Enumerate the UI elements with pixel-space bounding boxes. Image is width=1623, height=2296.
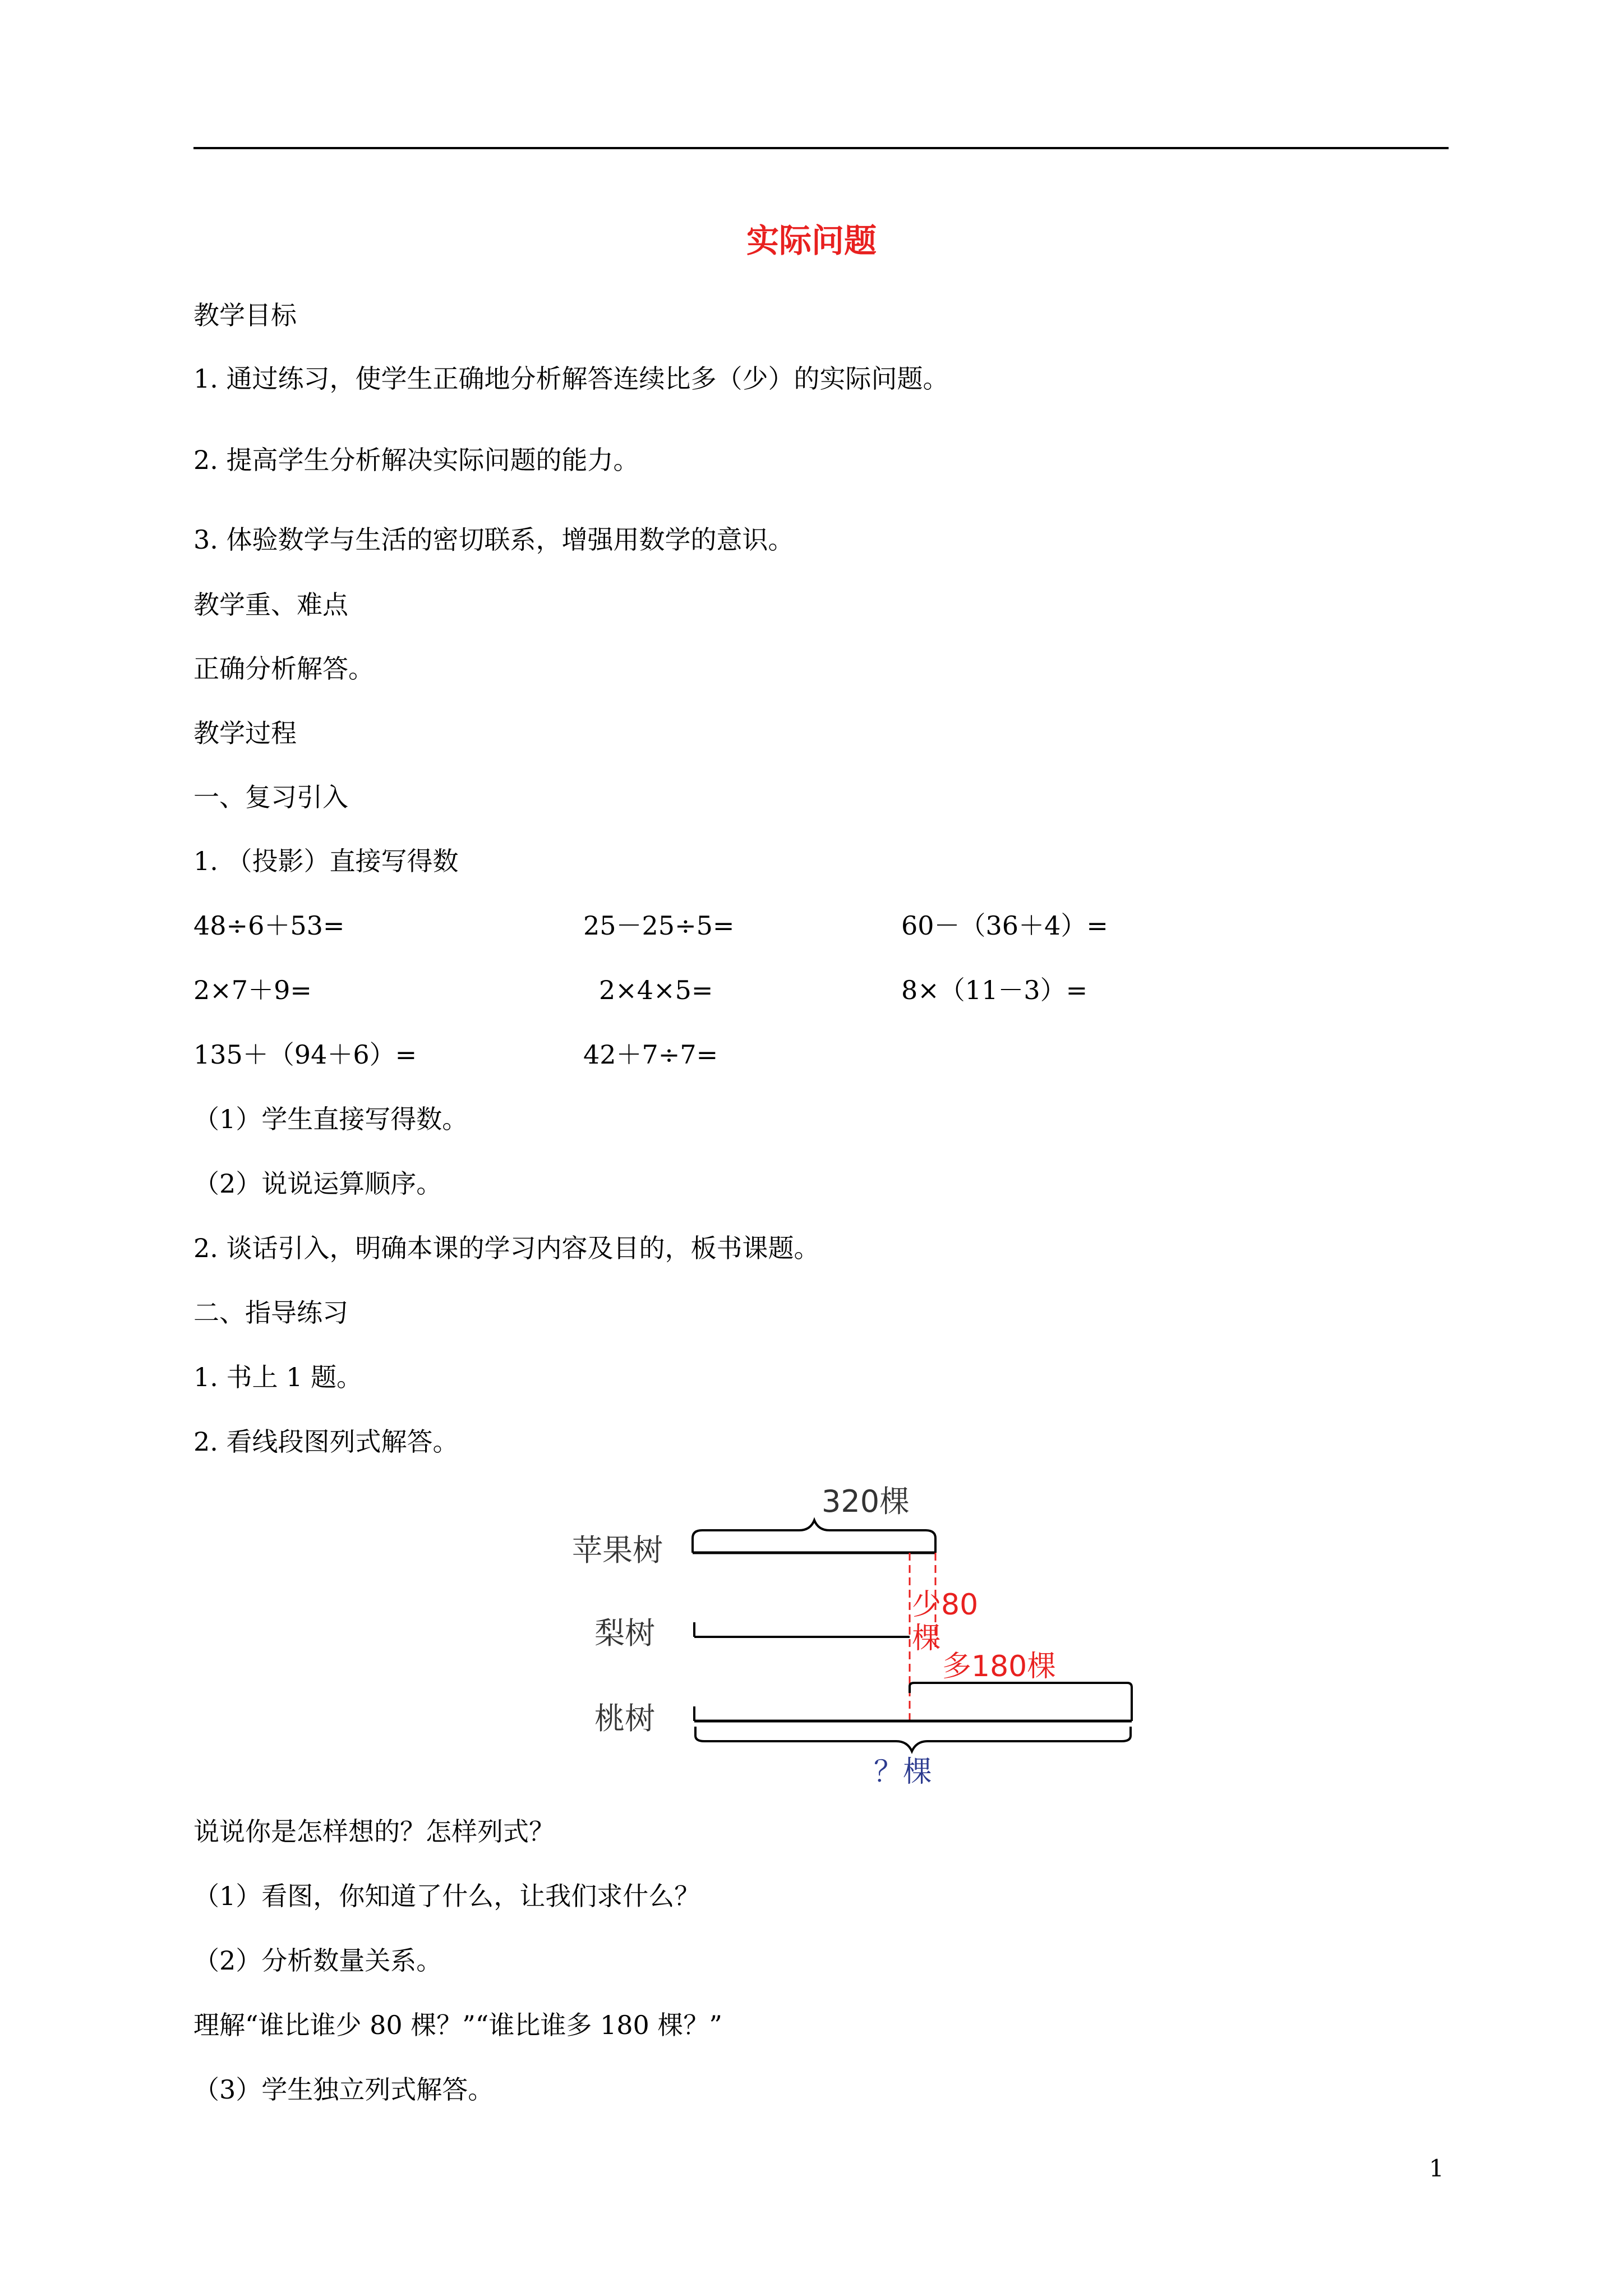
exercise-2-3: 8×（11－3）= bbox=[901, 975, 1088, 1005]
exercise-3-1: 135＋（94＋6）= bbox=[193, 1039, 417, 1070]
header-rule bbox=[193, 147, 1449, 149]
exercise-1-3: 60－（36＋4）= bbox=[901, 910, 1108, 941]
section-1-heading: 一、复习引入 bbox=[193, 782, 348, 812]
less-label: 少80 bbox=[912, 1588, 979, 1622]
more-bracket bbox=[910, 1683, 1132, 1693]
question-brace bbox=[695, 1727, 1131, 1751]
exercise-2-2: 2×4×5= bbox=[599, 975, 713, 1005]
practice-item-1: 1. 书上 1 题。 bbox=[193, 1362, 363, 1392]
review-sub-1: （1）学生直接写得数。 bbox=[193, 1104, 468, 1134]
section-2-heading: 二、指导练习 bbox=[193, 1297, 348, 1328]
exercise-2-1: 2×7＋9= bbox=[193, 975, 312, 1005]
apple-tree-label: 苹果树 bbox=[572, 1533, 663, 1568]
more-label: 多180棵 bbox=[942, 1650, 1057, 1683]
keypoints-heading: 教学重、难点 bbox=[193, 590, 348, 620]
exercise-1-2: 25－25÷5= bbox=[583, 910, 735, 941]
pear-tree-label: 梨树 bbox=[594, 1616, 655, 1651]
process-heading: 教学过程 bbox=[193, 718, 297, 748]
less-unit-label: 棵 bbox=[912, 1622, 942, 1655]
question-3: （3）学生独立列式解答。 bbox=[193, 2074, 494, 2105]
discussion-prompt: 说说你是怎样想的？怎样列式？ bbox=[193, 1816, 555, 1847]
page-number: 1 bbox=[1429, 2155, 1444, 2182]
understanding-line: 理解“谁比谁少 80 棵？”“谁比谁多 180 棵？” bbox=[193, 2010, 722, 2040]
question-1: （1）看图，你知道了什么，让我们求什么？ bbox=[193, 1881, 700, 1911]
total-label: 320棵 bbox=[822, 1484, 910, 1519]
objective-3: 3. 体验数学与生活的密切联系，增强用数学的意识。 bbox=[193, 524, 794, 555]
line-segment-diagram bbox=[555, 1470, 1150, 1789]
objectives-heading: 教学目标 bbox=[193, 300, 297, 330]
practice-item-2: 2. 看线段图列式解答。 bbox=[193, 1427, 459, 1457]
review-item-1: 1. （投影）直接写得数 bbox=[193, 846, 459, 876]
exercise-1-1: 48÷6＋53= bbox=[193, 910, 345, 941]
keypoints-text: 正确分析解答。 bbox=[193, 654, 374, 684]
review-item-2: 2. 谈话引入，明确本课的学习内容及目的，板书课题。 bbox=[193, 1233, 820, 1263]
exercise-3-2: 42＋7÷7= bbox=[583, 1039, 718, 1070]
total-brace bbox=[693, 1520, 935, 1553]
objective-1: 1. 通过练习，使学生正确地分析解答连续比多（少）的实际问题。 bbox=[193, 364, 949, 394]
question-label: ？棵 bbox=[874, 1755, 933, 1789]
objective-2: 2. 提高学生分析解决实际问题的能力。 bbox=[193, 445, 639, 475]
review-sub-2: （2）说说运算顺序。 bbox=[193, 1168, 442, 1199]
peach-tree-label: 桃树 bbox=[594, 1701, 655, 1736]
question-2: （2）分析数量关系。 bbox=[193, 1945, 442, 1976]
page-title: 实际问题 bbox=[746, 222, 877, 260]
